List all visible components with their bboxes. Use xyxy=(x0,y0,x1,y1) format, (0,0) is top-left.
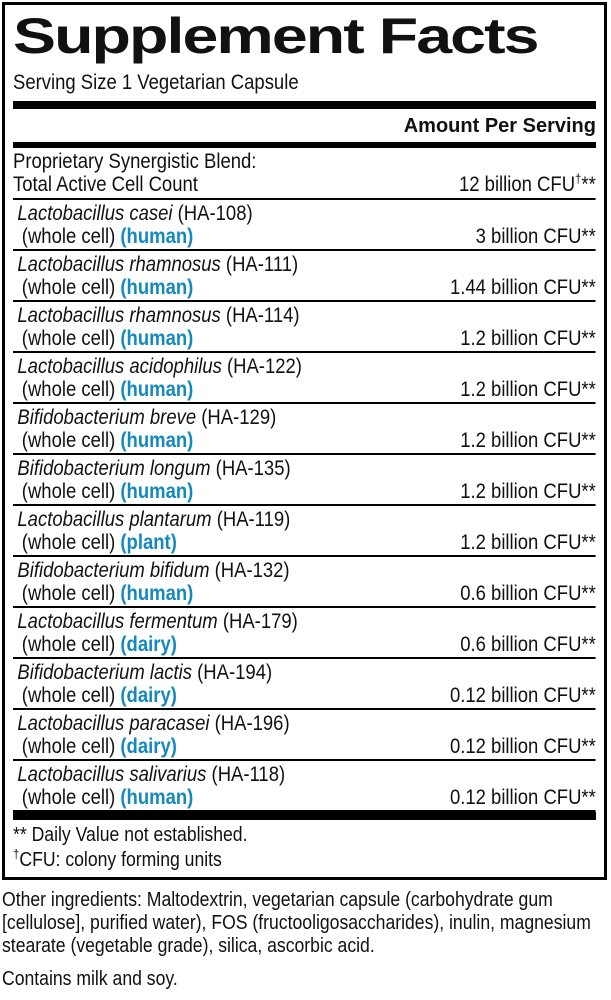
amount-value: 0.12 billion CFU** xyxy=(449,786,596,809)
source-origin: (human) xyxy=(120,480,194,503)
cell-form: (whole cell) xyxy=(21,327,116,350)
allergen-statement: Contains milk and soy. xyxy=(2,968,178,990)
source-origin: (dairy) xyxy=(120,735,177,758)
strain-code: (HA-135) xyxy=(215,457,291,480)
source-origin: (plant) xyxy=(120,531,177,554)
top-thick-rule xyxy=(13,101,596,109)
species-name: Bifidobacterium bifidum xyxy=(17,559,210,582)
ingredient-row xyxy=(13,761,596,812)
cell-form: (whole cell) xyxy=(21,429,116,452)
cell-form: (whole cell) xyxy=(21,480,116,503)
species-name: Lactobacillus plantarum xyxy=(17,508,212,531)
amount-value: 1.2 billion CFU** xyxy=(460,429,596,452)
strain-code: (HA-194) xyxy=(197,661,273,684)
ingredient-row xyxy=(13,659,596,710)
blend-total-label: Total Active Cell Count xyxy=(13,173,198,196)
ingredient-row xyxy=(13,710,596,761)
strain-code: (HA-118) xyxy=(211,763,286,786)
supplement-facts-panel xyxy=(2,2,607,880)
ingredient-row xyxy=(13,302,596,353)
amount-per-serving-header: Amount Per Serving xyxy=(403,115,596,137)
source-origin: (human) xyxy=(120,786,194,809)
proprietary-blend-section xyxy=(13,148,596,200)
blend-amount: 12 billion CFU†** xyxy=(458,171,596,196)
species-name: Lactobacillus rhamnosus xyxy=(17,304,221,327)
source-origin: (human) xyxy=(120,378,194,401)
ingredient-row xyxy=(13,200,596,251)
strain-code: (HA-111) xyxy=(225,253,299,276)
source-origin: (dairy) xyxy=(120,633,177,656)
cell-form: (whole cell) xyxy=(21,786,116,809)
species-name: Bifidobacterium breve xyxy=(17,406,197,429)
footnotes xyxy=(13,820,596,873)
species-name: Lactobacillus paracasei xyxy=(17,712,210,735)
amount-value: 1.2 billion CFU** xyxy=(460,480,596,503)
species-name: Bifidobacterium lactis xyxy=(17,661,193,684)
ingredient-row xyxy=(13,404,596,455)
amount-value: 1.2 billion CFU** xyxy=(460,531,596,554)
amount-value: 0.6 billion CFU** xyxy=(460,582,596,605)
strain-code: (HA-129) xyxy=(201,406,277,429)
cell-form: (whole cell) xyxy=(21,225,116,248)
ingredient-row xyxy=(13,455,596,506)
source-origin: (human) xyxy=(120,327,194,350)
amount-value: 0.12 billion CFU** xyxy=(449,684,596,707)
cell-form: (whole cell) xyxy=(21,378,116,401)
dagger-mark: † xyxy=(13,846,20,862)
blend-total-row xyxy=(13,173,596,196)
ingredient-row xyxy=(13,557,596,608)
strain-code: (HA-119) xyxy=(216,508,291,531)
source-origin: (human) xyxy=(120,429,194,452)
panel-title: Supplement Facts xyxy=(13,8,538,64)
amount-value: 1.2 billion CFU** xyxy=(460,327,596,350)
source-origin: (human) xyxy=(120,276,194,299)
ingredient-row xyxy=(13,608,596,659)
ingredient-row xyxy=(13,251,596,302)
source-origin: (human) xyxy=(120,582,194,605)
cell-form: (whole cell) xyxy=(21,684,116,707)
species-name: Lactobacillus rhamnosus xyxy=(17,253,221,276)
species-name: Bifidobacterium longum xyxy=(17,457,211,480)
footnote-daily-value: ** Daily Value not established. xyxy=(13,824,248,846)
species-name: Lactobacillus acidophilus xyxy=(17,355,222,378)
cell-form: (whole cell) xyxy=(21,531,116,554)
species-name: Lactobacillus salivarius xyxy=(17,763,207,786)
cell-form: (whole cell) xyxy=(21,735,116,758)
species-name: Lactobacillus fermentum xyxy=(17,610,218,633)
strain-code: (HA-179) xyxy=(222,610,298,633)
cell-form: (whole cell) xyxy=(21,633,116,656)
amount-value: 0.12 billion CFU** xyxy=(449,735,596,758)
serving-size: Serving Size 1 Vegetarian Capsule xyxy=(13,71,299,94)
amount-value: 0.6 billion CFU** xyxy=(460,633,596,656)
cell-form: (whole cell) xyxy=(21,276,116,299)
bottom-thick-rule xyxy=(13,812,596,820)
source-origin: (dairy) xyxy=(120,684,177,707)
footnote-cfu: †CFU: colony forming units xyxy=(13,846,222,871)
species-name: Lactobacillus casei xyxy=(17,202,173,225)
below-panel-text xyxy=(2,889,602,991)
strain-code: (HA-196) xyxy=(214,712,290,735)
ingredient-row xyxy=(13,506,596,557)
cell-form: (whole cell) xyxy=(21,582,116,605)
strain-code: (HA-114) xyxy=(225,304,300,327)
strain-code: (HA-122) xyxy=(226,355,302,378)
amount-value: 3 billion CFU** xyxy=(475,225,596,248)
blend-name: Proprietary Synergistic Blend: xyxy=(13,150,257,173)
other-ingredients: Other ingredients: Maltodextrin, vegetarian capsule (carbohydrate gum [cellulose], purified water), FOS (fructooligosaccharides), inulin, magnesium stearate (vegetable grade), silica, ascorbic acid. xyxy=(2,889,591,957)
strain-code: (HA-108) xyxy=(177,202,253,225)
amount-value: 1.2 billion CFU** xyxy=(460,378,596,401)
amount-value: 1.44 billion CFU** xyxy=(449,276,596,299)
strain-code: (HA-132) xyxy=(214,559,290,582)
dagger-mark: † xyxy=(575,171,582,186)
source-origin: (human) xyxy=(120,225,194,248)
ingredient-row xyxy=(13,353,596,404)
